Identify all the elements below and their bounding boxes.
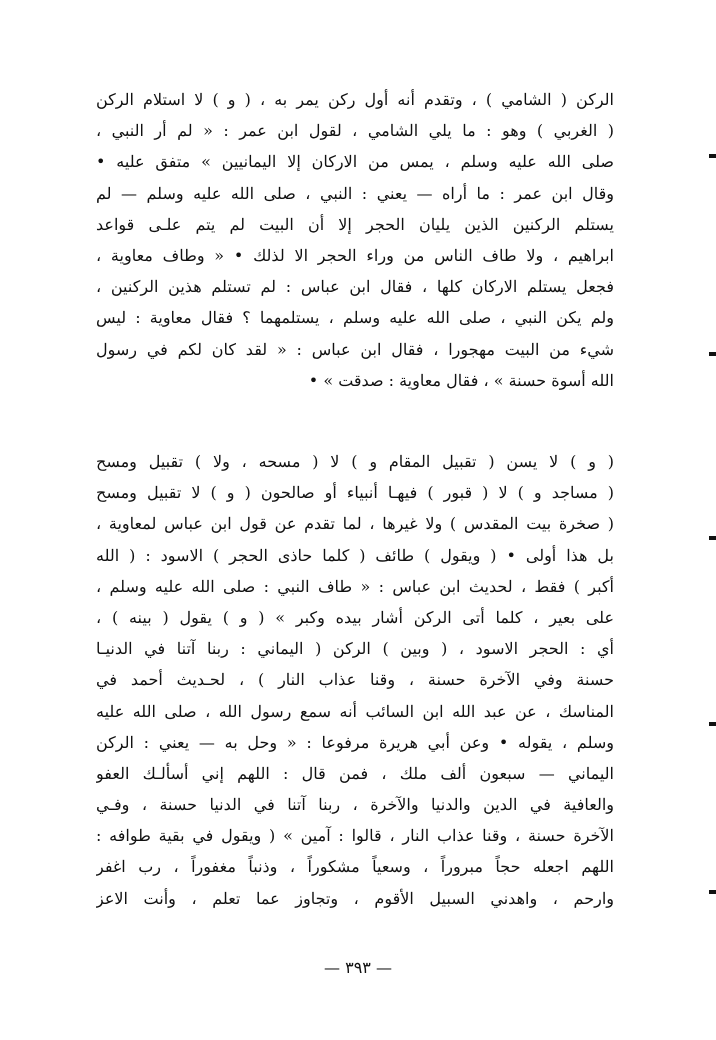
text-line: أي : الحجر الاسود ، ( وبين ) الركن ( اليماني : ربنا آتنا في الدنيـا (96, 639, 614, 659)
margin-edge-mark (709, 154, 716, 158)
text-line: الآخرة حسنة ، وقنا عذاب النار ، قالوا : آمين » ( ويقول في بقية طوافه : (96, 826, 614, 846)
text-line: والعافية في الدين والدنيا والآخرة ، ربنا آتنا في الدنيا حسنة ، وفـي (96, 795, 614, 815)
text-line: يستلم الركنين الذين يليان الحجر إلا أن البيت لم يتم علـى قواعد (96, 214, 614, 234)
text-line: وسلم ، يقوله • وعن أبي هريرة مرفوعا : « وحل به — يعني : الركن (96, 732, 614, 752)
text-line: وقال ابن عمر : ما أراه — يعني : النبي ، صلى الله عليه وسلم — لم (96, 183, 614, 203)
text-line: ابراهيم ، ولا طاف الناس من وراء الحجر الا لذلك • « وطاف معاوية ، (96, 245, 614, 265)
text-line: صلى الله عليه وسلم ، يمس من الاركان إلا اليمانيين » متفق عليه • (96, 152, 614, 172)
margin-edge-mark (709, 890, 716, 894)
text-line: شيء من البيت مهجورا ، فقال ابن عباس : « لقد كان لكم في رسول (96, 339, 614, 359)
text-line: فجعل يستلم الاركان كلها ، فقال ابن عباس : لم تستلم هذين الركنين ، (96, 277, 614, 297)
text-line: وارحم ، واهدني السبيل الأقوم ، وتجاوز عما تعلم ، وأنت الاعز (96, 888, 614, 908)
margin-edge-mark (709, 536, 716, 540)
margin-edge-mark (709, 352, 716, 356)
text-line: بل هذا أولى • ( ويقول ) طائف ( كلما حاذى الحجر ) الاسود : ( الله (96, 545, 614, 565)
paragraph-1 (96, 84, 614, 396)
text-line: ( مساجد و ) لا ( قبور ) فيهـا أنبياء أو صالحون ( و ) لا تقبيل ومسح (96, 483, 614, 503)
text-line: ( الغربي ) وهو : ما يلي الشامي ، لقول ابن عمر : « لم أر النبي ، (96, 121, 614, 141)
text-line: ولم يكن النبي ، صلى الله عليه وسلم ، يستلمهما ؟ فقال معاوية : ليس (96, 308, 614, 328)
text-line: ( و ) لا يسن ( تقبيل المقام و ) لا ( مسحه ، ولا ) تقبيل ومسح (96, 452, 614, 471)
margin-edge-mark (709, 722, 716, 726)
text-line: الله أسوة حسنة » ، فقال معاوية : صدقت » • (308, 370, 614, 390)
text-line: حسنة وفي الآخرة حسنة ، وقنا عذاب النار ) ، لحـديث أحمد في (96, 670, 614, 690)
text-line: اللهم اجعله حجاً مبروراً ، وسعياً مشكوراً ، وذنباً مغفوراً ، رب اغفر (96, 857, 614, 877)
paragraph-2 (96, 446, 614, 914)
page-number: — ٣٩٣ — (324, 958, 392, 977)
text-line: اليماني — سبعون ألف ملك ، فمن قال : اللهم إني أسألـك العفو (96, 763, 614, 783)
text-line: ( صخرة بيت المقدس ) ولا غيرها ، لما تقدم عن قول ابن عباس لمعاوية ، (96, 514, 614, 534)
text-line: الركن ( الشامي ) ، وتقدم أنه أول ركن يمر به ، ( و ) لا استلام الركن (96, 90, 614, 109)
text-line: المناسك ، عن عبد الله ابن السائب أنه سمع رسول الله ، صلى الله عليه (96, 701, 614, 721)
text-line: أكبر ) فقط ، لحديث ابن عباس : « طاف النبي : صلى الله عليه وسلم ، (96, 576, 614, 596)
text-line: على بعير ، كلما أتى الركن أشار بيده وكبر » ( و ) يقول ( بينه ) ، (96, 607, 614, 627)
